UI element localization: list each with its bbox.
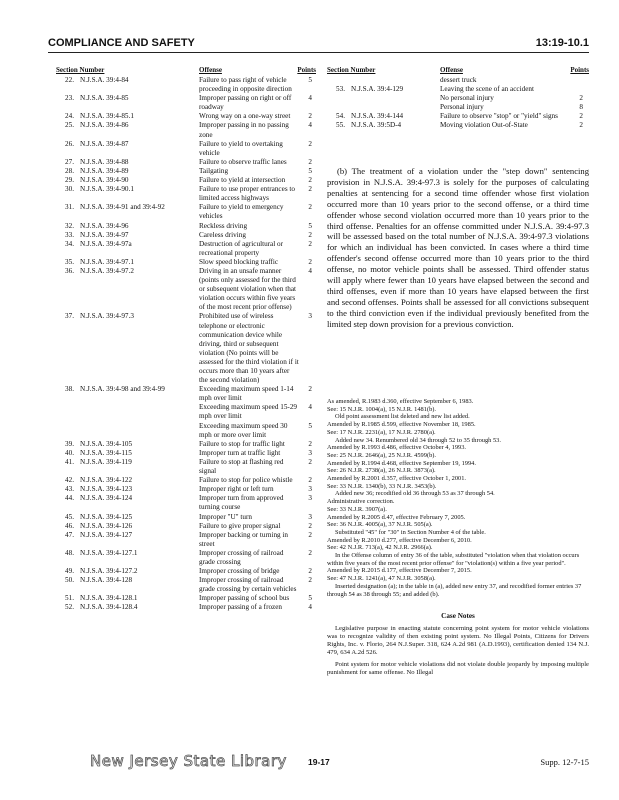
offense-description: Improper crossing of railroad grade crossing by certain vehicles bbox=[199, 576, 297, 594]
amendment-line: See: 47 N.J.R. 1241(a), 47 N.J.R. 3058(a). bbox=[327, 575, 436, 583]
table-row bbox=[56, 94, 316, 112]
offense-description: Exceeding maximum speed 15-29 mph over limit bbox=[199, 403, 298, 421]
amendment-line: Added new 34. Renumbered old 34 through 52 to 35 through 53. bbox=[335, 436, 501, 444]
table-header bbox=[327, 66, 589, 76]
offense-description: Failure to yield to overtaking vehicle bbox=[199, 139, 283, 157]
offense-description: Failure to stop at flashing red signal bbox=[199, 457, 284, 476]
col-section-header: Section Number bbox=[327, 66, 376, 74]
entry-number: 34. bbox=[65, 239, 74, 248]
points-value: 2 bbox=[308, 385, 312, 394]
amendment-line: In the Offense column of entry 36 of the table, substituted "violation when that violation occurs within five years of the most recent prior offense" for "violation(s) within a five year period". bbox=[327, 552, 580, 567]
points-value: 3 bbox=[308, 312, 312, 321]
table-body bbox=[56, 76, 316, 613]
entry-number: 28. bbox=[65, 166, 74, 175]
offense-description: Failure to stop for police whistle bbox=[199, 476, 293, 485]
points-value: 3 bbox=[308, 512, 312, 521]
entry-number: 43. bbox=[65, 485, 74, 494]
offense-description: Exceeding maximum speed 1-14 mph over limit bbox=[199, 385, 294, 403]
offense-description: Improper passing of school bus bbox=[199, 594, 290, 603]
entry-number: 35. bbox=[65, 257, 74, 266]
offense-description: Personal injury bbox=[440, 103, 484, 112]
case-note-paragraph: Legislative purpose in enacting statute concerning point system for motor vehicle violations was to recognize validity of then existing point system. No Illegal Points, Citizens for Drivers Rights, Inc. v. Florio, 264 N.J.Super. 318, 624 A.2d 981 (A.D.1993), certification denied 134 N.J. 479, 634 A.2d 526. bbox=[327, 625, 589, 656]
entry-number: 32. bbox=[65, 221, 74, 230]
table-row bbox=[327, 121, 589, 130]
statute-section: N.J.S.A. 39:4-144 bbox=[351, 112, 404, 121]
table-row bbox=[56, 531, 316, 549]
statute-section: N.J.S.A. 39:4-87 bbox=[80, 139, 129, 148]
offense-description: Improper passing on right or off roadway bbox=[199, 94, 292, 112]
points-value: 4 bbox=[308, 94, 312, 103]
amendment-line: See: 26 N.J.R. 2738(a), 26 N.J.R. 3873(a). bbox=[327, 467, 436, 475]
entry-number: 54. bbox=[336, 112, 345, 121]
table-row bbox=[56, 449, 316, 458]
statute-section: N.J.S.A. 39:4-125 bbox=[80, 512, 133, 521]
points-value: 2 bbox=[308, 185, 312, 194]
table-row bbox=[56, 385, 316, 403]
table-row bbox=[56, 549, 316, 567]
amendment-line: Administrative correction. bbox=[327, 498, 395, 506]
points-value: 2 bbox=[579, 121, 583, 130]
points-value: 2 bbox=[308, 457, 312, 466]
amendment-line: Added new 36; recodified old 36 through 53 as 37 through 54. bbox=[335, 490, 495, 498]
statute-section: N.J.S.A. 39:4-97a bbox=[80, 239, 132, 248]
amendment-line: Inserted designation (a); in the table in (a), added new entry 37, and recodified former entries 37 through 54 as 38 through 55; and added (b). bbox=[327, 582, 582, 598]
points-value: 8 bbox=[579, 103, 583, 112]
entry-number: 45. bbox=[65, 512, 74, 521]
offense-description: Failure to observe traffic lanes bbox=[199, 157, 287, 166]
table-row bbox=[56, 422, 316, 440]
amendment-line: See: 36 N.J.R. 4005(a), 37 N.J.R. 505(a). bbox=[327, 521, 433, 529]
points-value: 2 bbox=[579, 94, 583, 103]
points-table-left bbox=[56, 66, 316, 613]
points-value: 2 bbox=[308, 521, 312, 530]
offense-description: Moving violation Out-of-State bbox=[440, 121, 528, 130]
offense-description: Improper crossing of bridge bbox=[199, 567, 280, 576]
entry-number: 44. bbox=[65, 494, 74, 503]
amendment-line: See: 42 N.J.R. 713(a), 42 N.J.R. 2966(a). bbox=[327, 544, 433, 552]
table-header bbox=[56, 66, 316, 76]
points-value: 2 bbox=[308, 257, 312, 266]
points-value: 2 bbox=[308, 476, 312, 485]
entry-number: 49. bbox=[65, 567, 74, 576]
entry-number: 30. bbox=[65, 185, 74, 194]
table-row bbox=[56, 185, 316, 203]
table-row bbox=[56, 576, 316, 594]
offense-description: Improper turn from approved turning course bbox=[199, 494, 284, 512]
points-value: 4 bbox=[308, 603, 312, 612]
paragraph-b bbox=[327, 166, 589, 330]
points-value: 3 bbox=[308, 494, 312, 503]
entry-number: 38. bbox=[65, 385, 74, 394]
offense-description: Improper passing of a frozen bbox=[199, 603, 283, 612]
table-row bbox=[56, 522, 316, 531]
entry-number: 29. bbox=[65, 176, 74, 185]
table-row bbox=[56, 567, 316, 576]
page-number: 19-17 bbox=[308, 757, 330, 767]
entry-number: 50. bbox=[65, 576, 74, 585]
offense-description: Failure to pass right of vehicle proceeding in opposite direction bbox=[199, 76, 292, 94]
entry-number: 22. bbox=[65, 76, 74, 84]
statute-section: N.J.S.A. 39:4-85.1 bbox=[80, 112, 134, 121]
statute-section: N.J.S.A. 39:4-115 bbox=[80, 448, 132, 457]
table-row bbox=[56, 176, 316, 185]
case-notes-heading: Case Notes bbox=[441, 612, 475, 620]
entry-number: 40. bbox=[65, 448, 74, 457]
table-row bbox=[56, 476, 316, 485]
offense-description: Improper backing or turning in street bbox=[199, 530, 289, 548]
amendment-line: See: 33 N.J.R. 3907(a). bbox=[327, 505, 387, 513]
points-value: 2 bbox=[308, 239, 312, 248]
offense-description: Exceeding maximum speed 30 mph or more over limit bbox=[199, 421, 288, 439]
statute-section: N.J.S.A. 39:4-123 bbox=[80, 485, 133, 494]
offense-description: Destruction of agricultural or recreational property bbox=[199, 239, 284, 257]
statute-section: N.J.S.A. 39:4-91 and 39:4-92 bbox=[80, 203, 165, 212]
amendment-line: Amended by R.2001 d.357, effective October 1, 2001. bbox=[327, 475, 467, 483]
entry-number: 47. bbox=[65, 530, 74, 539]
offense-description: Failure to yield at intersection bbox=[199, 176, 286, 185]
table-body bbox=[327, 76, 589, 131]
statute-section: N.J.S.A. 39:4-85 bbox=[80, 94, 129, 103]
points-value: 3 bbox=[308, 485, 312, 494]
entry-number: 33. bbox=[65, 230, 74, 239]
offense-description: Improper "U" turn bbox=[199, 512, 252, 521]
statute-section: N.J.S.A. 39:4-89 bbox=[80, 166, 129, 175]
case-notes bbox=[327, 625, 589, 681]
entry-number: 41. bbox=[65, 457, 74, 466]
entry-number: 55. bbox=[336, 121, 345, 130]
table-row bbox=[56, 485, 316, 494]
entry-number: 24. bbox=[65, 112, 74, 121]
entry-number: 46. bbox=[65, 521, 74, 530]
entry-number: 42. bbox=[65, 476, 74, 485]
points-value: 2 bbox=[308, 157, 312, 166]
entry-number: 36. bbox=[65, 266, 74, 275]
statute-section: N.J.S.A. 39:4-97.1 bbox=[80, 257, 134, 266]
amendment-line: See: 15 N.J.R. 1004(a), 15 N.J.R. 1481(b). bbox=[327, 405, 436, 413]
entry-number: 48. bbox=[65, 548, 74, 557]
supplement-date: Supp. 12-7-15 bbox=[540, 757, 589, 767]
amendment-line: See: 17 N.J.R. 2231(a), 17 N.J.R. 2780(a). bbox=[327, 428, 436, 436]
points-value: 4 bbox=[308, 403, 312, 412]
entry-number: 23. bbox=[65, 94, 74, 103]
offense-description: Wrong way on a one-way street bbox=[199, 112, 291, 121]
statute-section: N.J.S.A. 39:4-124 bbox=[80, 494, 133, 503]
entry-number: 51. bbox=[65, 594, 74, 603]
col-offense-header: Offense bbox=[199, 66, 222, 74]
col-points-header: Points bbox=[570, 66, 589, 74]
amendment-line: See: 25 N.J.R. 2646(a), 25 N.J.R. 4599(b). bbox=[327, 451, 436, 459]
offense-description: Careless driving bbox=[199, 230, 246, 239]
table-row bbox=[56, 222, 316, 231]
table-row bbox=[327, 94, 589, 103]
amendment-line: Amended by R.2015 d.177, effective December 7, 2015. bbox=[327, 567, 472, 575]
points-value: 2 bbox=[308, 530, 312, 539]
statute-section: N.J.S.A. 39:4-90.1 bbox=[80, 185, 134, 194]
amendment-line: Amended by R.1994 d.468, effective September 19, 1994. bbox=[327, 459, 476, 467]
statute-section: N.J.S.A. 39:4-105 bbox=[80, 439, 133, 448]
entry-number: 27. bbox=[65, 157, 74, 166]
table-row bbox=[56, 240, 316, 258]
offense-description: Tailgating bbox=[199, 166, 229, 175]
entry-number: 31. bbox=[65, 203, 74, 212]
offense-description: Failure to use proper entrances to limited access highways bbox=[199, 185, 295, 203]
chapter-title: COMPLIANCE AND SAFETY bbox=[48, 37, 195, 49]
statute-section: N.J.S.A. 39:4-127.2 bbox=[80, 567, 138, 576]
offense-description: Improper right or left turn bbox=[199, 485, 274, 494]
offense-description: Improper passing in no passing zone bbox=[199, 121, 289, 139]
offense-description: Slow speed blocking traffic bbox=[199, 257, 279, 266]
table-row bbox=[56, 494, 316, 512]
table-row bbox=[56, 603, 316, 612]
amendment-line: See: 33 N.J.R. 1340(b), 33 N.J.R. 3453(b). bbox=[327, 482, 437, 490]
table-row bbox=[56, 140, 316, 158]
case-note-paragraph: Point system for motor vehicle violations did not violate double jeopardy by imposing multiple punishment for same offense. No Illegal bbox=[327, 661, 589, 676]
statute-section: N.J.S.A. 39:4-128.4 bbox=[80, 603, 138, 612]
points-value: 5 bbox=[308, 221, 312, 230]
statute-section: N.J.S.A. 39:4-127 bbox=[80, 530, 133, 539]
page-header bbox=[48, 37, 589, 51]
amendment-history bbox=[327, 398, 589, 598]
offense-description: Failure to yield to emergency vehicles bbox=[199, 203, 284, 221]
table-row bbox=[327, 85, 589, 94]
amendment-line: Substituted "45" for "30" in Section Number 4 of the table. bbox=[335, 528, 486, 536]
statute-section: N.J.S.A. 39:4-86 bbox=[80, 121, 129, 130]
statute-section: N.J.S.A. 39:4-122 bbox=[80, 476, 133, 485]
points-value: 5 bbox=[308, 594, 312, 603]
library-watermark: New Jersey State Library bbox=[90, 752, 287, 770]
offense-description: No personal injury bbox=[440, 94, 494, 103]
col-points-header: Points bbox=[297, 66, 316, 74]
points-value: 2 bbox=[308, 139, 312, 148]
statute-section: N.J.S.A. 39:4-90 bbox=[80, 176, 129, 185]
offense-description: Improper turn at traffic light bbox=[199, 448, 281, 457]
table-row bbox=[56, 258, 316, 267]
table-row bbox=[56, 121, 316, 139]
offense-description: Failure to stop for traffic light bbox=[199, 439, 285, 448]
offense-description: Failure to give proper signal bbox=[199, 521, 281, 530]
paragraph-b-text: (b) The treatment of a violation under the "step down" sentencing provision in N.J.S.A. 39:4-97.3 is solely for the purposes of calculating penalties at sentencing for a second time offender whose first violation occurred more than 10 years prior to the second offense, or a third time offender whose second violation occurred more than 10 years prior to the third offense. Penalties for an offense committed under N.J.S.A. 39:4-97.3 will be assessed based on the total number of N.J.S.A. 39:4-97.3 violations for which an individual has been convicted. In cases where a third time offender's second offense occurred more than 10 years prior to the third offense, no motor vehicle points shall be assessed. Third offender status will apply where fewer than 10 years have elapsed between the second and third offenses, even if more than 10 years have elapsed between the first and second offenses. Points shall be assessed for all convictions subsequent to the third conviction even if the individual previously benefited from the limited step down provision for a previous conviction. bbox=[327, 166, 589, 329]
page-footer bbox=[48, 752, 589, 782]
table-row bbox=[56, 594, 316, 603]
entry-number: 25. bbox=[65, 121, 74, 130]
table-row bbox=[56, 440, 316, 449]
points-value: 5 bbox=[308, 166, 312, 175]
amendment-line: Old point assessment list deleted and new list added. bbox=[335, 413, 470, 421]
table-row bbox=[56, 203, 316, 221]
amendment-line: Amended by R.2010 d.277, effective December 6, 2010. bbox=[327, 536, 472, 544]
points-value: 4 bbox=[308, 121, 312, 130]
statute-section: N.J.S.A. 39:4-129 bbox=[351, 85, 404, 94]
offense-description: Failure to observe "stop" or "yield" signs bbox=[440, 112, 558, 121]
table-row bbox=[327, 112, 589, 121]
table-row bbox=[56, 513, 316, 522]
statute-section: N.J.S.A. 39:4-88 bbox=[80, 157, 129, 166]
table-row bbox=[56, 458, 316, 476]
entry-number: 53. bbox=[336, 85, 345, 94]
amendment-line: Amended by R.1985 d.599, effective November 18, 1985. bbox=[327, 421, 476, 429]
statute-section: N.J.S.A. 39:4-98 and 39:4-99 bbox=[80, 385, 165, 394]
points-value: 2 bbox=[308, 567, 312, 576]
offense-description: Prohibited use of wireless telephone or electronic communication device while driving, third or subsequent violation (No points will be assessed for the third violation if it occurs more than 10 years after the second violation) bbox=[199, 312, 299, 385]
table-row bbox=[327, 103, 589, 112]
statute-section: N.J.S.A. 39:4-128 bbox=[80, 576, 133, 585]
statute-section: N.J.S.A. 39:4-119 bbox=[80, 457, 132, 466]
table-row bbox=[56, 158, 316, 167]
points-table-right bbox=[327, 66, 589, 131]
table-row bbox=[56, 76, 316, 94]
points-value: 2 bbox=[308, 176, 312, 185]
points-value: 5 bbox=[308, 76, 312, 84]
entry-number: 26. bbox=[65, 139, 74, 148]
table-row bbox=[56, 312, 316, 385]
points-value: 2 bbox=[308, 576, 312, 585]
amendment-line: Amended by R.1993 d.486, effective October 4, 1993. bbox=[327, 444, 467, 452]
points-value: 3 bbox=[308, 448, 312, 457]
statute-section: N.J.S.A. 39:4-84 bbox=[80, 76, 129, 84]
table-row bbox=[327, 76, 589, 85]
offense-description: dessert truck bbox=[440, 76, 477, 84]
table-row bbox=[56, 112, 316, 121]
entry-number: 39. bbox=[65, 439, 74, 448]
points-value: 4 bbox=[308, 266, 312, 275]
offense-description: Driving in an unsafe manner (points only assessed for the third or subsequent violation when that violation occurs within five years of the most recent prior offense) bbox=[199, 266, 297, 312]
statute-section: N.J.S.A. 39:4-128.1 bbox=[80, 594, 138, 603]
offense-description: Improper crossing of railroad grade crossing bbox=[199, 548, 284, 566]
header-rule bbox=[48, 52, 589, 53]
statute-section: N.J.S.A. 39:4-97 bbox=[80, 230, 129, 239]
table-row bbox=[56, 267, 316, 312]
statute-section: N.J.S.A. 39:4-97.2 bbox=[80, 266, 134, 275]
amendment-line: As amended, R.1983 d.360, effective September 6, 1983. bbox=[327, 398, 474, 405]
statute-section: N.J.S.A. 39:4-126 bbox=[80, 521, 133, 530]
statute-section: N.J.S.A. 39:4-96 bbox=[80, 221, 129, 230]
points-value: 2 bbox=[308, 230, 312, 239]
amendment-line: Amended by R.2005 d.47, effective February 7, 2005. bbox=[327, 513, 466, 521]
statute-section: N.J.S.A. 39:5D-4 bbox=[351, 121, 402, 130]
col-offense-header: Offense bbox=[440, 66, 463, 74]
table-row bbox=[56, 403, 316, 421]
points-value: 2 bbox=[579, 112, 583, 121]
points-value: 2 bbox=[308, 548, 312, 557]
offense-description: Reckless driving bbox=[199, 221, 248, 230]
section-number: 13:19-10.1 bbox=[535, 37, 589, 49]
statute-section: N.J.S.A. 39:4-127.1 bbox=[80, 548, 138, 557]
table-row bbox=[56, 167, 316, 176]
offense-description: Leaving the scene of an accident bbox=[440, 85, 534, 94]
points-value: 5 bbox=[308, 421, 312, 430]
statute-section: N.J.S.A. 39:4-97.3 bbox=[80, 312, 134, 321]
table-row bbox=[56, 231, 316, 240]
points-value: 2 bbox=[308, 203, 312, 212]
col-section-header: Section Number bbox=[56, 66, 105, 74]
points-value: 2 bbox=[308, 112, 312, 121]
points-value: 2 bbox=[308, 439, 312, 448]
entry-number: 52. bbox=[65, 603, 74, 612]
entry-number: 37. bbox=[65, 312, 74, 321]
